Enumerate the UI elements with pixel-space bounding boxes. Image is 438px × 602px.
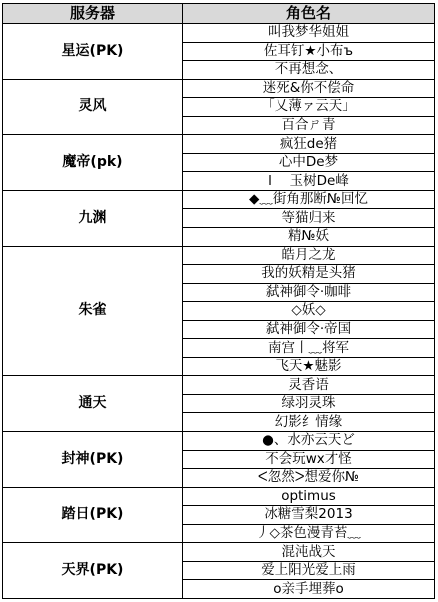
server-name-cell: 通天 [3, 376, 183, 432]
table-row [3, 487, 435, 506]
role-name-cell: 我的妖精是头猪 [183, 265, 435, 284]
table-row [3, 135, 435, 154]
table-row [3, 543, 435, 562]
role-name-cell: 幻影纟情缘 [183, 413, 435, 432]
role-name-cell: 灵香语 [183, 376, 435, 395]
table-row [3, 376, 435, 395]
table-row [3, 24, 435, 43]
role-name-cell: o亲手埋葬o [183, 580, 435, 599]
server-name-cell: 踏日(PK) [3, 487, 183, 543]
role-name-cell: 佐耳钉★小布ъ [183, 42, 435, 61]
table-row [3, 79, 435, 98]
role-name-cell: 百合ㄕ青 [183, 116, 435, 135]
role-name-cell: 不再想念、 [183, 61, 435, 80]
role-name-cell: optimus [183, 487, 435, 506]
table-row [3, 190, 435, 209]
server-role-table [2, 3, 435, 599]
header-server: 服务器 [3, 4, 183, 24]
role-name-cell: 冰糖雪梨2013 [183, 506, 435, 525]
role-name-cell: ◆﹏街角那断№回忆 [183, 190, 435, 209]
server-name-cell: 灵风 [3, 79, 183, 135]
role-name-cell: 飞天★魅影 [183, 357, 435, 376]
server-name-cell: 星运(PK) [3, 24, 183, 80]
role-name-cell: 皓月之龙 [183, 246, 435, 265]
role-name-cell: 南宫丨﹏将军 [183, 339, 435, 358]
server-name-cell: 魔帝(pk) [3, 135, 183, 191]
role-name-cell: 「乂薄ァ云天」 [183, 98, 435, 117]
server-name-cell: 天界(PK) [3, 543, 183, 599]
role-name-cell: 等猫归来 [183, 209, 435, 228]
role-name-cell: 不会玩wx才怪 [183, 450, 435, 469]
table-row [3, 246, 435, 265]
header-role: 角色名 [183, 4, 435, 24]
server-name-cell: 九渊 [3, 190, 183, 246]
role-name-cell: ◇妖◇ [183, 302, 435, 321]
table-row [3, 432, 435, 451]
role-name-cell: 丿◇茶色漫青苔﹏ [183, 524, 435, 543]
table-body [3, 24, 435, 599]
role-name-cell: 爱上阳光爱上雨 [183, 561, 435, 580]
server-name-cell: 朱雀 [3, 246, 183, 376]
role-name-cell: 精№妖 [183, 228, 435, 247]
role-name-cell: 混沌战天 [183, 543, 435, 562]
role-name-cell: l 玉树De峰 [183, 172, 435, 191]
role-name-cell: 绿羽灵珠 [183, 394, 435, 413]
role-name-cell: 心中De梦 [183, 153, 435, 172]
header-row [3, 4, 435, 24]
role-name-cell: ●、水亦云天ど [183, 432, 435, 451]
role-name-cell: 叫我梦华姐姐 [183, 24, 435, 43]
server-name-cell: 封神(PK) [3, 432, 183, 488]
role-name-cell: 弑神御令·咖啡 [183, 283, 435, 302]
role-name-cell: ᐸ忽然ᐳ想爱你№ [183, 469, 435, 488]
role-name-cell: 疯狂de猪 [183, 135, 435, 154]
role-name-cell: 迷死&你不偿命 [183, 79, 435, 98]
role-name-cell: 弑神御令·帝国 [183, 320, 435, 339]
